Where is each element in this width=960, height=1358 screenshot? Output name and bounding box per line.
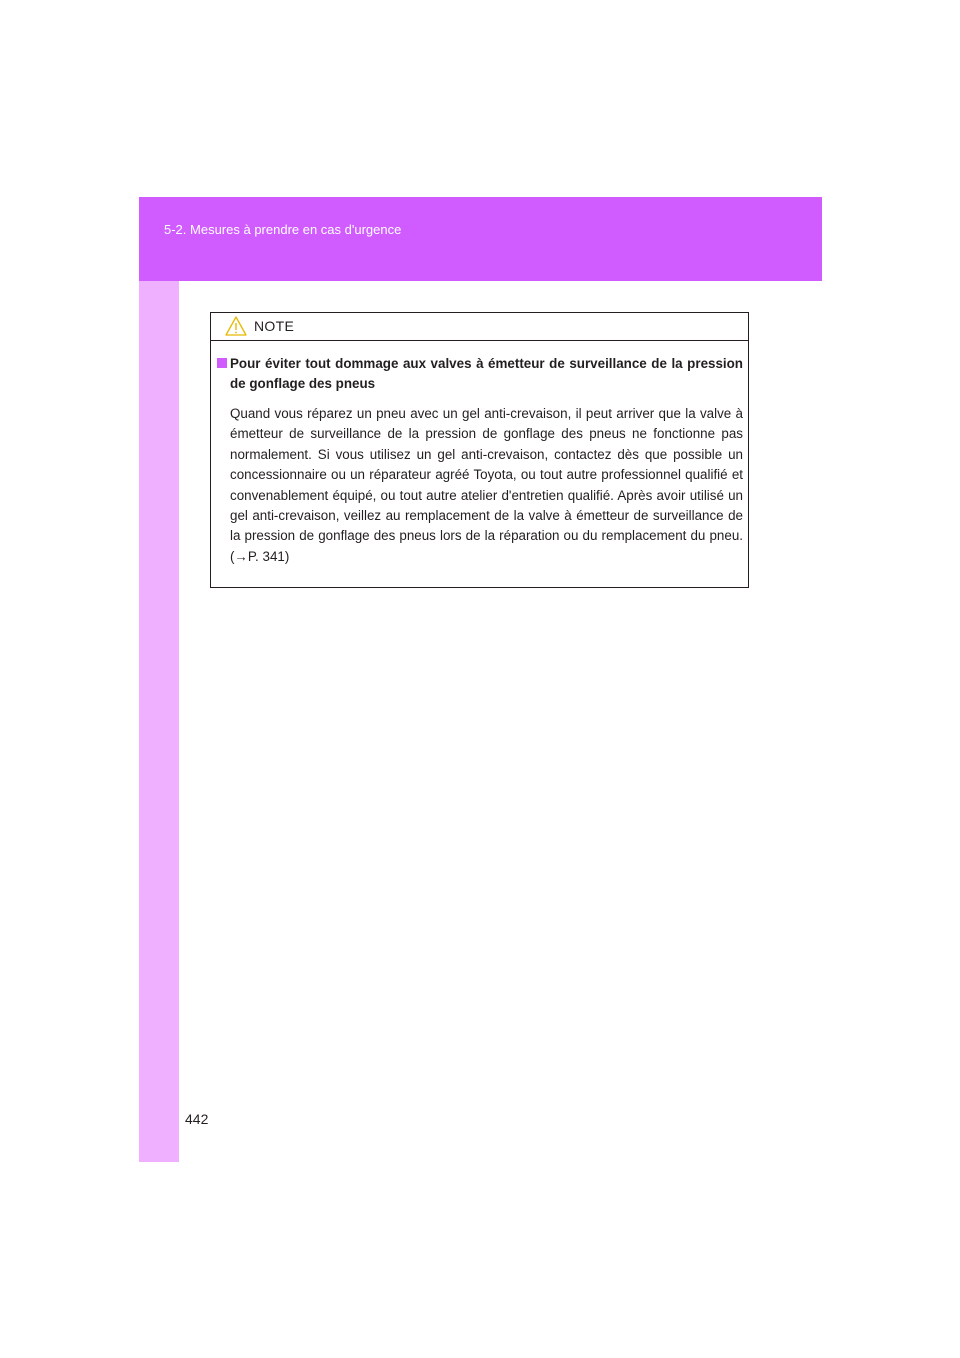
- note-label: NOTE: [254, 318, 295, 334]
- note-header: [211, 313, 748, 341]
- note-body: Quand vous réparez un pneu avec un gel anti-crevaison, il peut arriver que la valve à émetteur de surveillance de la pression de gonflage des pneus ne fonctionne pas normalement. Si vous utilisez un gel anti-crevaison, contactez dès que possible un concessionnaire ou un réparateur agréé Toyota, ou tout autre professionnel qualifié et convenablement équipé, ou tout autre atelier d'entretien qualifié. Après avoir utilisé un gel anti-crevaison, veillez au remplacement de la valve à émetteur de surveillance de la pression de gonflage des pneus lors de la réparation ou du remplacement du pneu. (→P. 341): [230, 406, 743, 564]
- note-heading-text: Pour éviter tout dommage aux valves à émetteur de surveillance de la pression de gonflage des pneus: [230, 356, 743, 391]
- note-content: [217, 354, 743, 567]
- note-box: [210, 312, 749, 588]
- section-header-band: [139, 197, 822, 281]
- warning-triangle-icon: [225, 316, 247, 336]
- side-strip: [139, 281, 179, 1162]
- page-number: 442: [185, 1111, 209, 1127]
- bullet-square-icon: [217, 358, 227, 368]
- note-heading: [217, 354, 743, 394]
- section-title: 5-2. Mesures à prendre en cas d'urgence: [164, 222, 402, 237]
